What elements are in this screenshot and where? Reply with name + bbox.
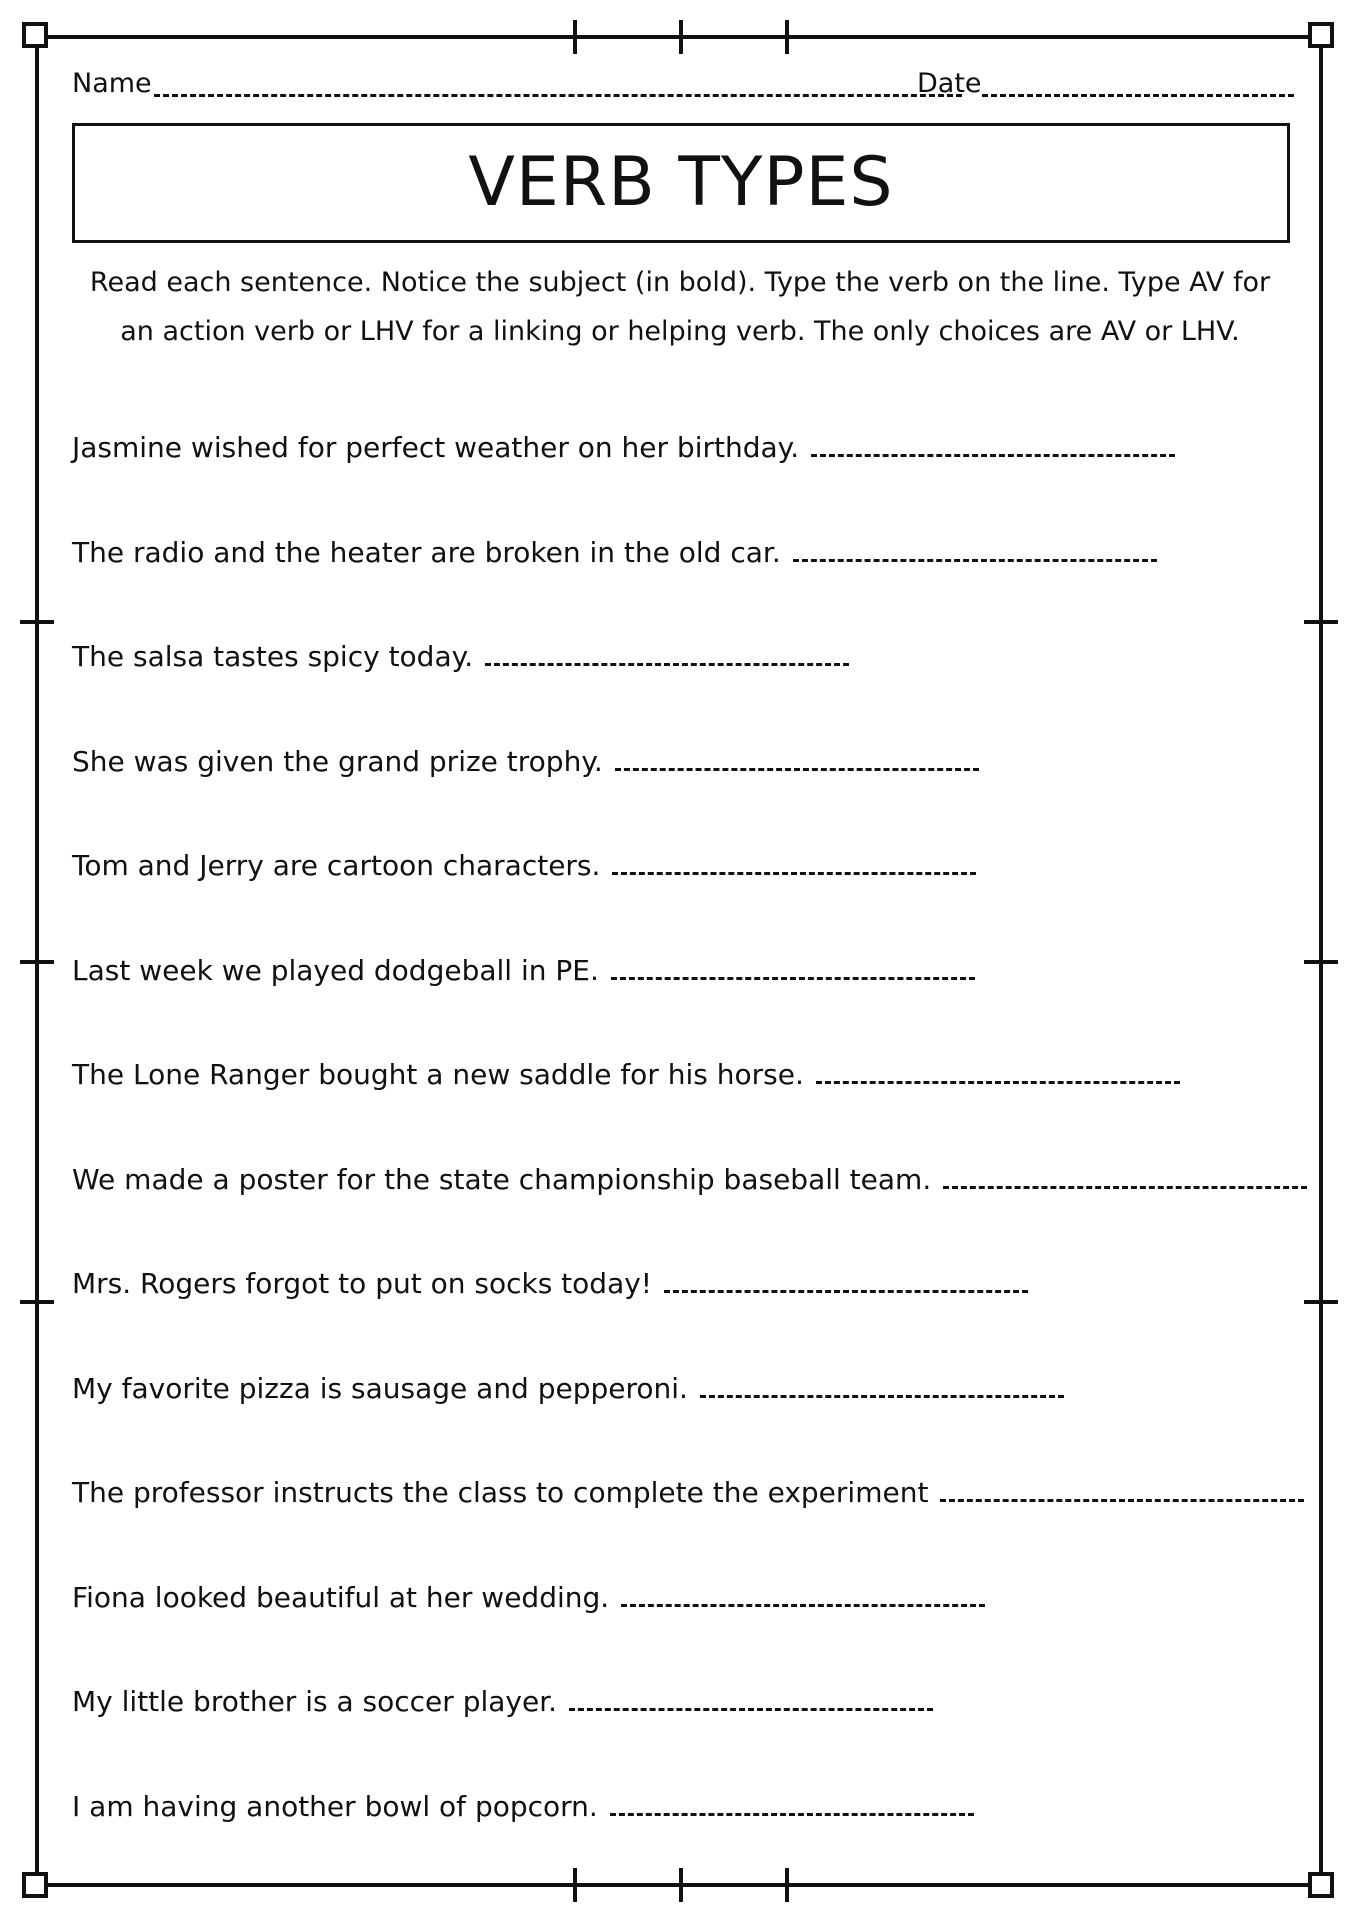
date-label: Date: [917, 68, 982, 99]
frame-tick: [20, 1300, 54, 1304]
frame-tick: [20, 620, 54, 624]
answer-line[interactable]: [621, 1580, 985, 1607]
name-label: Name: [72, 68, 152, 99]
frame-corner-top-left: [22, 22, 48, 48]
answer-line[interactable]: [485, 639, 849, 666]
question-item: [72, 1156, 1302, 1261]
frame-corner-bottom-right: [1308, 1872, 1334, 1898]
question-item: [72, 1574, 1302, 1679]
question-item: [72, 1469, 1302, 1574]
question-item: [72, 424, 1302, 529]
question-text: The salsa tastes spicy today.: [72, 640, 474, 673]
page-title: VERB TYPES: [468, 143, 894, 222]
question-item: [72, 1678, 1302, 1783]
answer-line[interactable]: [816, 1057, 1180, 1084]
question-item: [72, 738, 1302, 843]
question-text: Last week we played dodgeball in PE.: [72, 953, 599, 987]
question-text: Jasmine wished for perfect weather on her birthday.: [72, 431, 800, 464]
answer-line[interactable]: [615, 744, 979, 771]
question-list: [72, 424, 1302, 1887]
question-text: My little brother is a soccer player.: [72, 1685, 558, 1718]
question-text: Mrs. Rogers forgot to put on socks today!: [72, 1267, 653, 1300]
question-item: [72, 842, 1302, 947]
question-text: Fiona looked beautiful at her wedding.: [72, 1580, 610, 1614]
answer-line[interactable]: [700, 1371, 1064, 1398]
question-item: [72, 633, 1302, 738]
question-item: [72, 529, 1302, 634]
name-field-line[interactable]: [154, 94, 962, 97]
answer-line[interactable]: [612, 848, 976, 875]
answer-line[interactable]: [943, 1162, 1307, 1189]
title-box: [72, 123, 1290, 243]
question-item: [72, 1260, 1302, 1365]
frame-tick: [1304, 620, 1338, 624]
name-date-row: [72, 64, 1294, 104]
question-text: I am having another bowl of popcorn.: [72, 1789, 598, 1823]
answer-line[interactable]: [664, 1266, 1028, 1293]
question-item: [72, 947, 1302, 1052]
question-text: The professor instructs the class to complete the experiment: [72, 1476, 929, 1509]
frame-corner-top-right: [1308, 22, 1334, 48]
frame-tick: [1304, 960, 1338, 964]
answer-line[interactable]: [940, 1475, 1304, 1502]
answer-line[interactable]: [793, 535, 1157, 562]
question-text: The radio and the heater are broken in the old car.: [72, 535, 781, 569]
answer-line[interactable]: [811, 430, 1175, 457]
frame-tick: [679, 20, 683, 54]
answer-line[interactable]: [611, 953, 975, 980]
frame-tick: [20, 960, 54, 964]
date-field-line[interactable]: [982, 94, 1294, 97]
frame-tick: [573, 20, 577, 54]
question-text: We made a poster for the state championship baseball team.: [72, 1162, 932, 1196]
instructions: Read each sentence. Notice the subject (in bold). Type the verb on the line. Type AV for an action verb or LHV for a linking or helping verb. The only choices are AV or LHV.: [89, 267, 1271, 347]
question-text: Tom and Jerry are cartoon characters.: [72, 849, 601, 882]
question-item: [72, 1365, 1302, 1470]
question-item: [72, 1051, 1302, 1156]
question-item: [72, 1783, 1302, 1888]
answer-line[interactable]: [569, 1684, 933, 1711]
question-text: My favorite pizza is sausage and pepperoni.: [72, 1371, 688, 1405]
answer-line[interactable]: [610, 1789, 974, 1816]
question-text: The Lone Ranger bought a new saddle for his horse.: [72, 1058, 804, 1091]
frame-tick: [785, 20, 789, 54]
frame-corner-bottom-left: [22, 1872, 48, 1898]
frame-tick: [1304, 1300, 1338, 1304]
question-text: She was given the grand prize trophy.: [72, 744, 603, 778]
